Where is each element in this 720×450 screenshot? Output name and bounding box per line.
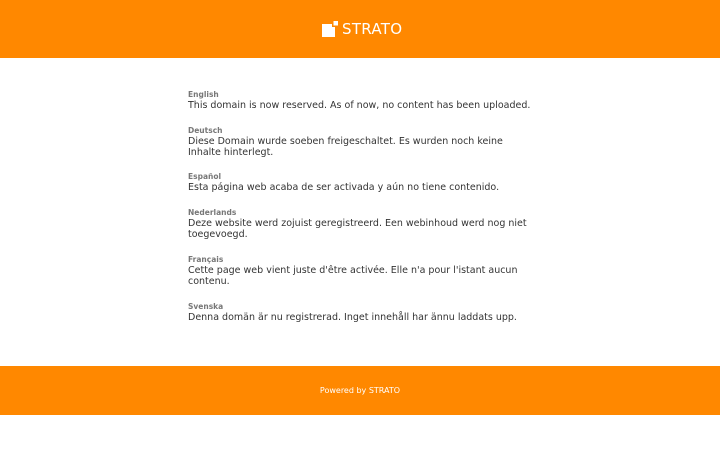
language-label: Svenska — [188, 302, 224, 311]
message-espanol — [188, 172, 538, 208]
message-svenska — [188, 302, 538, 332]
message-list — [188, 90, 538, 332]
message-text: Diese Domain wurde soeben freigeschaltet. Es wurden noch keine Inhalte hinterlegt. — [188, 136, 503, 158]
message-francais — [188, 255, 538, 302]
message-text: Esta página web acaba de ser activada y aún no tiene contenido. — [188, 182, 500, 193]
brand-name: STRATO — [342, 20, 403, 38]
message-text: This domain is now reserved. As of now, no content has been uploaded. — [188, 100, 531, 111]
language-label: Nederlands — [188, 208, 237, 217]
language-label: Español — [188, 172, 222, 181]
message-deutsch — [188, 126, 538, 172]
message-text: Denna domän är nu registrerad. Inget innehåll har ännu laddats upp. — [188, 312, 517, 323]
strato-logo[interactable] — [322, 19, 402, 39]
language-label: Français — [188, 255, 224, 264]
language-label: Deutsch — [188, 126, 223, 135]
message-text: Deze website werd zojuist geregistreerd. Een webinhoud werd nog niet toegevoegd. — [188, 218, 527, 240]
message-english — [188, 90, 538, 126]
powered-by-link[interactable]: Powered by STRATO — [319, 386, 401, 395]
header-bar — [0, 0, 720, 58]
footer-bar — [0, 366, 720, 415]
message-text: Cette page web vient juste d'être activée. Elle n'a pour l'istant aucun contenu. — [188, 265, 518, 287]
strato-square-logo-icon — [322, 21, 338, 37]
language-label: English — [188, 90, 219, 99]
message-nederlands — [188, 208, 538, 255]
